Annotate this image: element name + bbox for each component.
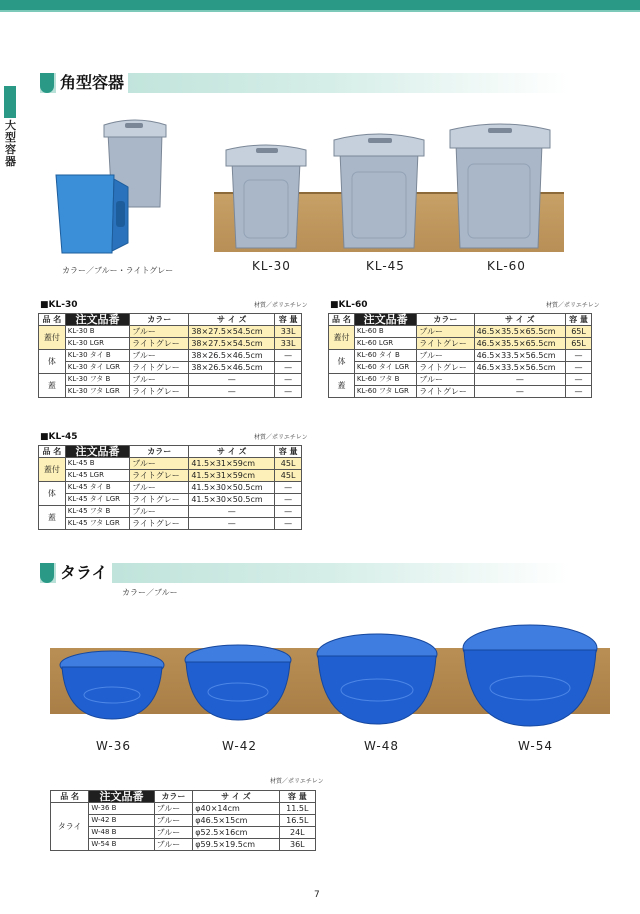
- table-row: [329, 386, 592, 398]
- table-row: [39, 506, 302, 518]
- capacity-cell: —: [566, 386, 592, 398]
- size-cell: 41.5×31×59cm: [189, 458, 275, 470]
- group-name-cell: 体: [39, 350, 66, 374]
- color-cell: ブルー: [130, 482, 189, 494]
- size-cell: —: [189, 374, 275, 386]
- spec-table-kl-45: [38, 445, 302, 530]
- size-cell: 46.5×35.5×65.5cm: [474, 326, 566, 338]
- color-cell: ブルー: [154, 803, 193, 815]
- order-code-cell: W-42 B: [89, 815, 154, 827]
- capacity-cell: —: [275, 506, 302, 518]
- group-name-cell: 蓋: [39, 506, 66, 530]
- color-cell: ブルー: [130, 458, 189, 470]
- order-code-cell: KL-30 フタ LGR: [65, 386, 129, 398]
- size-cell: —: [189, 518, 275, 530]
- tub-photo-caption: カラー／ブルー: [122, 588, 178, 597]
- order-code-cell: KL-45 フタ LGR: [65, 518, 129, 530]
- table-header-row: [329, 314, 592, 326]
- group-name-cell: 体: [39, 482, 66, 506]
- section-marker-2: [40, 563, 54, 583]
- capacity-cell: —: [275, 374, 302, 386]
- table-row: [39, 470, 302, 482]
- hdr-name: 品 名: [329, 314, 355, 326]
- color-cell: ライトグレー: [130, 518, 189, 530]
- table-header-row: [39, 446, 302, 458]
- hdr-color: カラー: [130, 446, 189, 458]
- order-code-cell: KL-45 LGR: [65, 470, 129, 482]
- table-row: [329, 338, 592, 350]
- group-name-cell: タライ: [51, 803, 89, 851]
- table-row: [329, 374, 592, 386]
- table-row: [329, 326, 592, 338]
- order-code-cell: W-48 B: [89, 827, 154, 839]
- color-cell: ライトグレー: [130, 386, 189, 398]
- order-code-cell: KL-30 LGR: [65, 338, 129, 350]
- spec-table-kl-30: [38, 313, 302, 398]
- hdr-size: サ イ ズ: [474, 314, 566, 326]
- color-cell: ブルー: [130, 326, 189, 338]
- capacity-cell: 45L: [275, 470, 302, 482]
- color-cell: ライトグレー: [130, 470, 189, 482]
- group-name-cell: 蓋: [329, 374, 355, 398]
- label-kl-30: KL-30: [252, 259, 291, 273]
- size-cell: φ52.5×16cm: [193, 827, 279, 839]
- table-title-kl-45: ■KL-45: [40, 432, 78, 442]
- color-cell: ライトグレー: [417, 386, 474, 398]
- label-w-36: W-36: [96, 739, 131, 753]
- order-code-cell: KL-60 フタ LGR: [354, 386, 416, 398]
- color-cell: ライトグレー: [130, 338, 189, 350]
- capacity-cell: —: [275, 494, 302, 506]
- table-row: [39, 350, 302, 362]
- size-cell: φ46.5×15cm: [193, 815, 279, 827]
- order-code-cell: KL-30 B: [65, 326, 129, 338]
- hdr-size: サ イ ズ: [189, 314, 275, 326]
- capacity-cell: —: [275, 482, 302, 494]
- label-w-48: W-48: [364, 739, 399, 753]
- order-code-cell: KL-60 B: [354, 326, 416, 338]
- tub-w-54-photo: [460, 620, 600, 730]
- table-title-kl-30: ■KL-30: [40, 300, 78, 310]
- table-row: [329, 362, 592, 374]
- table-row: [51, 803, 316, 815]
- size-cell: —: [189, 386, 275, 398]
- material-note-kl-30: 材質／ポリエチレン: [254, 302, 308, 309]
- hdr-capacity: 容 量: [275, 314, 302, 326]
- capacity-cell: —: [275, 350, 302, 362]
- table-row: [51, 827, 316, 839]
- hdr-capacity: 容 量: [275, 446, 302, 458]
- capacity-cell: 36L: [279, 839, 315, 851]
- hdr-name: 品 名: [39, 446, 66, 458]
- color-cell: ブルー: [154, 827, 193, 839]
- capacity-cell: 11.5L: [279, 803, 315, 815]
- color-cell: ライトグレー: [417, 338, 474, 350]
- order-code-cell: KL-45 タイ B: [65, 482, 129, 494]
- capacity-cell: 65L: [566, 326, 592, 338]
- size-cell: 46.5×33.5×56.5cm: [474, 350, 566, 362]
- color-cell: ブルー: [130, 350, 189, 362]
- color-cell: ブルー: [130, 506, 189, 518]
- color-cell: ブルー: [417, 350, 474, 362]
- capacity-cell: 33L: [275, 326, 302, 338]
- hdr-order: 注文品番: [65, 446, 129, 458]
- size-cell: —: [189, 506, 275, 518]
- size-cell: —: [474, 386, 566, 398]
- size-cell: 38×26.5×46.5cm: [189, 350, 275, 362]
- label-w-42: W-42: [222, 739, 257, 753]
- section-header-bar-2: [40, 563, 570, 583]
- hdr-order: 注文品番: [354, 314, 416, 326]
- hdr-order: 注文品番: [65, 314, 129, 326]
- color-cell: ブルー: [130, 374, 189, 386]
- label-w-54: W-54: [518, 739, 553, 753]
- material-note-kl-45: 材質／ポリエチレン: [254, 434, 308, 441]
- color-cell: ライトグレー: [130, 494, 189, 506]
- order-code-cell: KL-30 タイ B: [65, 350, 129, 362]
- table-header-row: [39, 314, 302, 326]
- label-kl-60: KL-60: [487, 259, 526, 273]
- order-code-cell: W-54 B: [89, 839, 154, 851]
- order-code-cell: KL-60 フタ B: [354, 374, 416, 386]
- size-cell: 41.5×30×50.5cm: [189, 494, 275, 506]
- tub-w-42-photo: [182, 638, 294, 726]
- table-row: [39, 458, 302, 470]
- table-row: [329, 350, 592, 362]
- size-cell: —: [474, 374, 566, 386]
- color-cell: ブルー: [417, 326, 474, 338]
- size-cell: 38×26.5×46.5cm: [189, 362, 275, 374]
- capacity-cell: —: [275, 362, 302, 374]
- table-row: [39, 518, 302, 530]
- kl-photo-caption: カラー／ブルー・ライトグレー: [62, 266, 174, 275]
- color-cell: ブルー: [154, 839, 193, 851]
- hdr-color: カラー: [154, 791, 193, 803]
- table-row: [39, 374, 302, 386]
- capacity-cell: —: [275, 386, 302, 398]
- order-code-cell: KL-45 フタ B: [65, 506, 129, 518]
- table-row: [51, 839, 316, 851]
- group-name-cell: 蓋付: [39, 458, 66, 482]
- order-code-cell: KL-45 タイ LGR: [65, 494, 129, 506]
- tub-w-36-photo: [56, 645, 168, 727]
- capacity-cell: —: [275, 518, 302, 530]
- size-cell: 41.5×31×59cm: [189, 470, 275, 482]
- kl-60-photo: [448, 118, 552, 252]
- capacity-cell: 16.5L: [279, 815, 315, 827]
- material-note-kl-60: 材質／ポリエチレン: [546, 302, 600, 309]
- hdr-order: 注文品番: [89, 791, 154, 803]
- size-cell: φ40×14cm: [193, 803, 279, 815]
- capacity-cell: 33L: [275, 338, 302, 350]
- capacity-cell: 65L: [566, 338, 592, 350]
- table-row: [39, 482, 302, 494]
- order-code-cell: W-36 B: [89, 803, 154, 815]
- table-row: [51, 815, 316, 827]
- size-cell: 38×27.5×54.5cm: [189, 326, 275, 338]
- spec-table-tubs: [50, 790, 316, 851]
- group-name-cell: 蓋付: [329, 326, 355, 350]
- color-cell: ブルー: [154, 815, 193, 827]
- kl-30-photo: [222, 140, 312, 252]
- size-cell: 46.5×33.5×56.5cm: [474, 362, 566, 374]
- order-code-cell: KL-60 タイ LGR: [354, 362, 416, 374]
- order-code-cell: KL-30 タイ LGR: [65, 362, 129, 374]
- table-row: [39, 386, 302, 398]
- capacity-cell: —: [566, 362, 592, 374]
- order-code-cell: KL-60 タイ B: [354, 350, 416, 362]
- hdr-color: カラー: [417, 314, 474, 326]
- color-cell: ライトグレー: [417, 362, 474, 374]
- section-title-tubs: タライ: [56, 563, 112, 583]
- side-category-label: 大型容器: [5, 119, 16, 168]
- material-note-w: 材質／ポリエチレン: [270, 778, 324, 785]
- color-cell: ライトグレー: [130, 362, 189, 374]
- page-number: 7: [314, 890, 320, 900]
- kl-stacked-photo: [50, 115, 170, 260]
- capacity-cell: 45L: [275, 458, 302, 470]
- table-title-kl-60: ■KL-60: [330, 300, 368, 310]
- hdr-name: 品 名: [51, 791, 89, 803]
- top-accent-bar: [0, 0, 640, 12]
- side-tab-marker: [4, 86, 16, 118]
- group-name-cell: 体: [329, 350, 355, 374]
- hdr-size: サ イ ズ: [193, 791, 279, 803]
- size-cell: 41.5×30×50.5cm: [189, 482, 275, 494]
- section-title-square-containers: 角型容器: [56, 73, 128, 93]
- color-cell: ブルー: [417, 374, 474, 386]
- hdr-size: サ イ ズ: [189, 446, 275, 458]
- size-cell: 38×27.5×54.5cm: [189, 338, 275, 350]
- hdr-capacity: 容 量: [566, 314, 592, 326]
- kl-45-photo: [330, 128, 430, 252]
- tub-w-48-photo: [314, 628, 440, 728]
- capacity-cell: 24L: [279, 827, 315, 839]
- table-header-row: [51, 791, 316, 803]
- order-code-cell: KL-30 フタ B: [65, 374, 129, 386]
- capacity-cell: —: [566, 374, 592, 386]
- size-cell: 46.5×35.5×65.5cm: [474, 338, 566, 350]
- table-row: [39, 494, 302, 506]
- table-row: [39, 338, 302, 350]
- group-name-cell: 蓋付: [39, 326, 66, 350]
- section-marker: [40, 73, 54, 93]
- label-kl-45: KL-45: [366, 259, 405, 273]
- spec-table-kl-60: [328, 313, 592, 398]
- capacity-cell: —: [566, 350, 592, 362]
- order-code-cell: KL-60 LGR: [354, 338, 416, 350]
- size-cell: φ59.5×19.5cm: [193, 839, 279, 851]
- order-code-cell: KL-45 B: [65, 458, 129, 470]
- hdr-color: カラー: [130, 314, 189, 326]
- hdr-capacity: 容 量: [279, 791, 315, 803]
- table-row: [39, 326, 302, 338]
- table-row: [39, 362, 302, 374]
- hdr-name: 品 名: [39, 314, 66, 326]
- group-name-cell: 蓋: [39, 374, 66, 398]
